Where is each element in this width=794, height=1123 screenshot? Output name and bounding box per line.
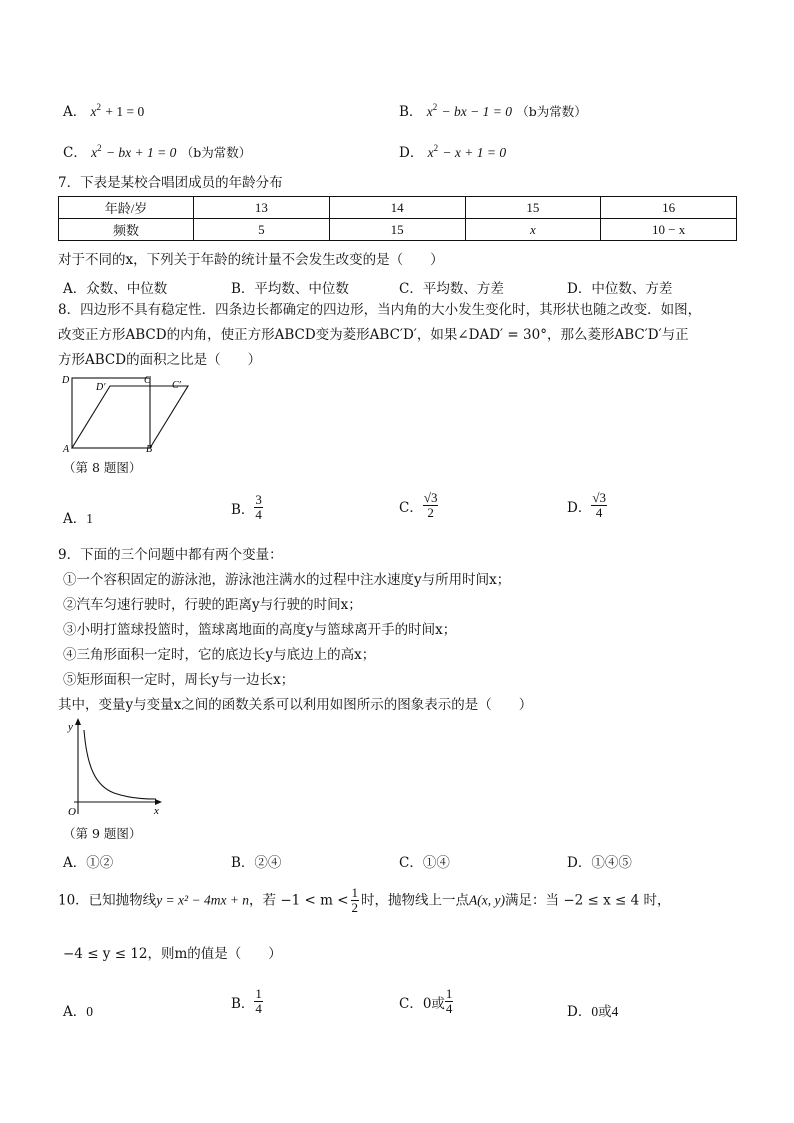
denominator: 2 [427,505,434,521]
numerator: 1 [351,885,359,900]
fraction [423,491,439,521]
q10-prefix: 10．已知抛物线 [58,892,157,909]
q10-condition-m: ，若 −1 < m < [249,892,349,909]
q10-parabola-equation: y = x² − 4mx + n [156,892,250,908]
option-equation: + 1 = 0 [105,104,145,119]
table-cell: 10 − x [601,219,737,241]
q10-condition-x: 满足：当 −2 ≤ x ≤ 4 时， [505,892,671,909]
q8-figure-caption: （第 8 题图） [63,460,142,475]
option-equation: − bx + 1 = 0 [105,145,177,160]
numerator: 3 [255,492,262,507]
numerator: √3 [592,490,606,505]
q10-option-d [567,1000,618,1020]
q6-option-c: C． $x^2$ − bx + 1 = 0 （b为常数） [63,143,252,161]
age-distribution-table [58,196,737,241]
q6-option-d: D． $x^2 - x + 1 = 0$ [399,143,507,161]
q9-question: 其中，变量y与变量x之间的函数关系可以利用如图所示的图象表示的是（ ） [58,697,533,713]
option-label: B． [231,995,255,1012]
table-row [59,219,737,241]
option-value: 0 [86,1004,93,1019]
numerator: 1 [445,986,453,1001]
inverse-function-graph [62,716,166,818]
option-label: C． [399,499,423,516]
q8-stem-line1: 8．四边形不具有稳定性．四条边长都确定的四边形，当内角的大小发生变化时，其形状也随之改变．如图， [58,302,702,318]
numerator: 1 [255,986,262,1001]
denominator: 2 [351,900,359,916]
q7-question: 对于不同的x，下列关于年龄的统计量不会发生改变的是（ ） [58,252,444,268]
option-value: 0或4 [591,1004,619,1019]
q8-option-d [567,491,607,521]
table-cell: 15 [329,219,465,241]
q9-option-d: D．①④⑤ [567,855,632,871]
axis-label-y: y [68,721,73,733]
q7-stem: 7．下表是某校合唱团成员的年龄分布 [58,175,283,191]
fraction [254,987,263,1017]
option-equation: − x + 1 = 0 [442,145,507,160]
denominator: 4 [595,505,603,521]
q6-option-a: A． $x^2 + 1 = 0$ [63,102,145,120]
q10-option-a [63,1000,93,1020]
q6-option-b: B． $x^2$ − bx − 1 = 0 （b为常数） [399,102,587,120]
q7-option-b: B．平均数、中位数 [231,281,349,297]
table-cell: 14 [329,197,465,219]
table-header-cell: 年龄/岁 [59,197,194,219]
q9-option-c: C．①④ [399,855,450,871]
q9-item-2: ②汽车匀速行驶时，行驶的距离y与行驶的时间x； [63,597,362,613]
table-header-cell: 频数 [59,219,194,241]
denominator: 4 [255,1001,262,1017]
q9-item-4: ④三角形面积一定时，它的底边长y与底边上的高x； [63,647,376,663]
option-note: （b为常数） [180,145,252,160]
label-d: D [62,375,70,386]
q9-option-a: A．①② [63,855,114,871]
q9-item-1: ①一个容积固定的游泳池，游泳池注满水的过程中注水速度y与所用时间x； [63,572,511,588]
option-label: D． [399,145,424,161]
fraction-one-half [351,886,360,916]
label-c-prime: C′ [172,380,181,391]
y-axis-arrow-icon [75,718,81,725]
origin-label: O [68,806,76,818]
table-cell: 13 [194,197,330,219]
option-label: A． [63,104,87,120]
q7-option-c: C．平均数、方差 [399,281,504,297]
q9-option-b: B．②④ [231,855,282,871]
table-cell: 5 [194,219,330,241]
option-value: 1 [86,511,93,526]
q9-figure-caption: （第 9 题图） [63,826,142,841]
option-label: C． [63,145,87,161]
option-label: D． [567,1004,592,1020]
q9-item-5: ⑤矩形面积一定时，周长y与一边长x； [63,672,295,688]
table-cell: 15 [465,197,601,219]
q10-option-b [231,987,263,1017]
fraction [591,491,607,521]
option-note: （b为常数） [516,104,587,119]
q7-option-d: D．中位数、方差 [567,281,673,297]
denominator: 4 [255,507,262,523]
q10-stem-line2: −4 ≤ y ≤ 12，则m的值是（ ） [63,946,282,962]
label-a: A [63,444,70,454]
q8-stem-line3: 方形ABCD的面积之比是（ ） [58,352,262,368]
q10-condition-text: 时，抛物线上一点 [361,892,470,909]
q8-option-c [399,491,438,521]
q7-option-a: A．众数、中位数 [63,281,168,297]
table-cell: x [465,219,601,241]
label-d-prime: D′ [96,382,106,393]
option-label: A． [63,511,87,527]
numerator: √3 [423,490,438,505]
label-c: C [144,375,151,386]
rhombus-abcpdp [72,386,188,448]
q10-option-c [399,987,453,1017]
q9-item-3: ③小明打篮球投篮时，篮球离地面的高度y与篮球离开手的时间x； [63,622,457,638]
option-label: D． [567,499,592,516]
q10-point: A(x, y) [469,892,506,908]
option-label: C．0或 [399,995,445,1012]
axis-label-x: x [154,805,159,817]
option-label: A． [63,1004,87,1020]
option-label: B． [399,104,423,120]
q8-option-b [231,493,263,523]
q8-option-a [63,507,93,527]
square-rhombus-figure [60,370,190,454]
table-cell: 16 [601,197,737,219]
label-b: B [146,444,153,454]
denominator: 4 [445,1001,453,1017]
square-abcd [72,378,150,448]
fraction [445,987,454,1017]
q9-stem: 9．下面的三个问题中都有两个变量： [58,547,283,563]
hyperbola-curve [84,730,156,799]
q10-stem-line1 [58,886,671,916]
q8-stem-line2: 改变正方形ABCD的内角，使正方形ABCD变为菱形ABC′D′，如果∠DAD′ = 30°，那么菱形ABC′D′与正 [58,327,689,343]
option-label: B． [231,501,255,518]
fraction [254,493,263,523]
option-equation: − bx − 1 = 0 [441,104,512,119]
table-row [59,197,737,219]
